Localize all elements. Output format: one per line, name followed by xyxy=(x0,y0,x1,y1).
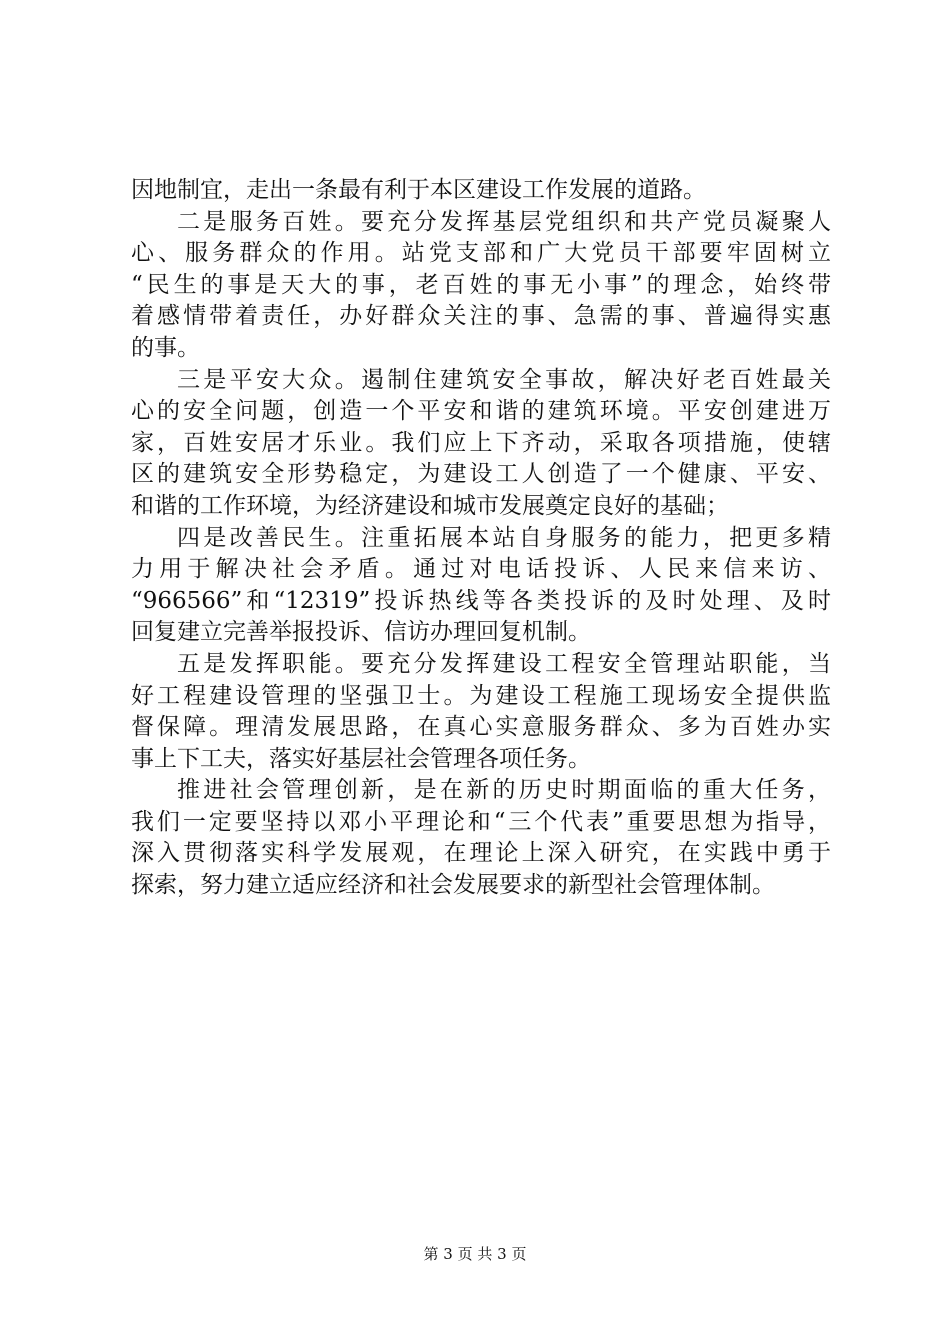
text-line: 区的建筑安全形势稳定，为建设工人创造了一个健康、平安、 xyxy=(131,461,831,488)
text-line: 深入贯彻落实科学发展观，在理论上深入研究，在实践中勇于 xyxy=(131,840,831,867)
text-line: 力用于解决社会矛盾。通过对电话投诉、人民来信来访、 xyxy=(131,556,831,583)
text-line: “966566”和“12319”投诉热线等各类投诉的及时处理、及时 xyxy=(131,587,831,614)
text-line: “民生的事是天大的事，老百姓的事无小事”的理念，始终带 xyxy=(131,271,831,298)
text-line: 推进社会管理创新，是在新的历史时期面临的重大任务， xyxy=(177,777,831,804)
text-line: 探索，努力建立适应经济和社会发展要求的新型社会管理体制。 xyxy=(131,872,775,899)
text-line: 三是平安大众。遏制住建筑安全事故，解决好老百姓最关 xyxy=(177,366,831,393)
text-line: 四是改善民生。注重拓展本站自身服务的能力，把更多精 xyxy=(177,524,831,551)
text-line: 着感情带着责任，办好群众关注的事、急需的事、普遍得实惠 xyxy=(131,303,831,330)
body-text xyxy=(131,175,831,902)
text-line: 心、服务群众的作用。站党支部和广大党员干部要牢固树立 xyxy=(131,240,831,267)
text-line: 因地制宜，走出一条最有利于本区建设工作发展的道路。 xyxy=(131,177,706,203)
text-line: 好工程建设管理的坚强卫士。为建设工程施工现场安全提供监 xyxy=(131,682,831,709)
text-line: 五是发挥职能。要充分发挥建设工程安全管理站职能，当 xyxy=(177,650,831,677)
page-number: 第 3 页 共 3 页 xyxy=(423,1245,527,1263)
text-line: 督保障。理清发展思路，在真心实意服务群众、多为百姓办实 xyxy=(131,714,831,741)
text-line: 二是服务百姓。要充分发挥基层党组织和共产党员凝聚人 xyxy=(177,208,831,235)
text-line: 心的安全问题，创造一个平安和谐的建筑环境。平安创建进万 xyxy=(131,398,831,425)
text-line: 的事。 xyxy=(131,334,200,361)
text-line: 家，百姓安居才乐业。我们应上下齐动，采取各项措施，使辖 xyxy=(131,429,831,456)
page-footer xyxy=(0,1244,950,1264)
text-line: 回复建立完善举报投诉、信访办理回复机制。 xyxy=(131,619,591,646)
text-line: 我们一定要坚持以邓小平理论和“三个代表”重要思想为指导， xyxy=(131,808,831,835)
text-line: 事上下工夫，落实好基层社会管理各项任务。 xyxy=(131,745,591,772)
text-line: 和谐的工作环境，为经济建设和城市发展奠定良好的基础； xyxy=(131,492,729,519)
